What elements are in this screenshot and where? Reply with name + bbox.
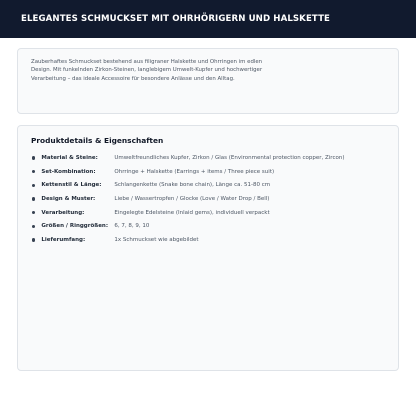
spec-value: 1x Schmuckset wie abgebildet (114, 236, 199, 243)
spec-value: Eingelegte Edelsteine (Inlaid gems), individuell verpackt (114, 209, 270, 216)
details-card (17, 125, 399, 371)
spec-label: Design & Muster: (41, 195, 96, 202)
spec-item-delivery (31, 233, 385, 247)
spec-value: Ohrringe + Halskette (Earrings + items / Three piece suit) (114, 168, 275, 175)
spec-value: Umweltfreundliches Kupfer, Zirkon / Glas (Environmental protection copper, Zircon) (114, 154, 345, 161)
spec-item-design (31, 192, 385, 206)
intro-card (17, 48, 399, 114)
spec-item-chain (31, 178, 385, 192)
spec-label: Set-Kombination: (41, 168, 96, 175)
bullet-icon (32, 225, 35, 228)
page-title: ELEGANTES SCHMUCKSET MIT OHRHÖRIGERN UND HALSKETTE (21, 14, 331, 24)
spec-item-processing (31, 206, 385, 220)
bullet-icon (32, 156, 35, 159)
details-heading: Produktdetails & Eigenschaften (31, 136, 164, 145)
bullet-icon (32, 197, 35, 200)
spec-list (31, 151, 385, 247)
intro-description: Zauberhaftes Schmuckset bestehend aus filigraner Halskette und Ohrringen im edlen Design. Mit funkelnden Zirkon-Steinen, langlebigem Umwelt-Kupfer und hochwertiger Verarbeitung – das ideale Accessoire für besondere Anlässe und den Alltag. (31, 59, 263, 82)
bullet-icon (32, 211, 35, 214)
bullet-icon (32, 238, 35, 241)
spec-label: Material & Steine: (41, 154, 98, 161)
spec-item-sizes (31, 219, 385, 233)
spec-value: Schlangenkette (Snake bone chain), Länge ca. 51-80 cm (114, 182, 271, 189)
bullet-icon (32, 170, 35, 173)
spec-label: Größen / Ringgrößen: (41, 223, 109, 230)
page-header (0, 0, 416, 38)
spec-value: Liebe / Wassertropfen / Glocke (Love / Water Drop / Bell) (114, 195, 270, 202)
spec-value: 6, 7, 8, 9, 10 (114, 223, 150, 230)
bullet-icon (32, 184, 35, 187)
spec-label: Kettenstil & Länge: (41, 182, 102, 189)
spec-item-set (31, 165, 385, 179)
spec-label: Verarbeitung: (41, 209, 85, 216)
spec-label: Lieferumfang: (41, 236, 86, 243)
spec-item-material (31, 151, 385, 165)
